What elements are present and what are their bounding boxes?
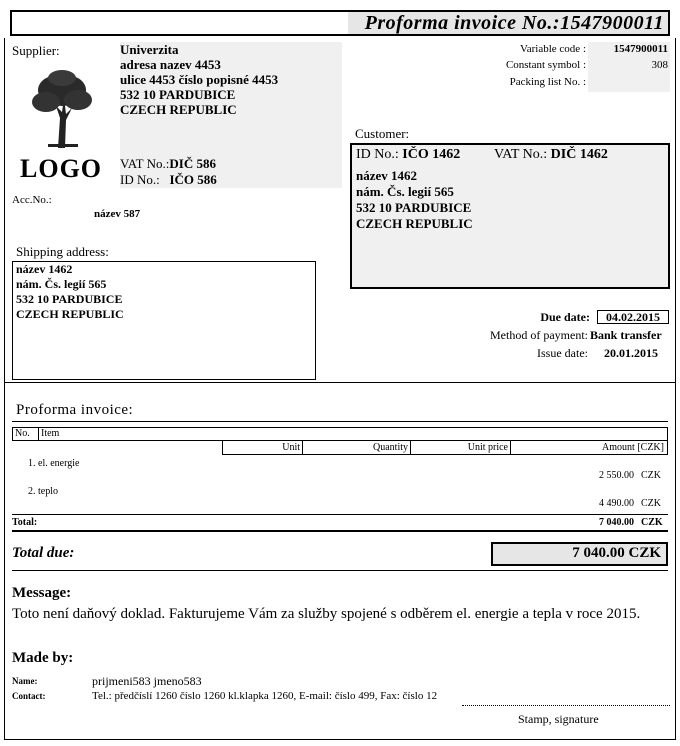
variable-code-label: Variable code :	[520, 43, 586, 55]
acc-label: Acc.No.:	[12, 194, 52, 206]
customer-addr: nám. Čs. legií 565	[356, 184, 454, 199]
payment-method-label: Method of payment:	[490, 328, 588, 342]
col-amount: Amount [CZK]	[602, 442, 664, 453]
total-due-value: 7 040.00 CZK	[572, 545, 661, 561]
customer-vat-value: DIČ 1462	[550, 147, 608, 162]
subheader-div-3	[510, 441, 511, 455]
customer-vat	[494, 147, 608, 163]
shipping-address	[16, 262, 124, 322]
total-value: 7 040.00	[599, 517, 634, 528]
table-header-row	[12, 427, 668, 441]
total-line-bottom	[12, 530, 668, 532]
shipping-label: Shipping address:	[16, 244, 109, 259]
row-1-currency: CZK	[641, 470, 661, 481]
supplier-name: Univerzita	[120, 42, 179, 57]
name-value: prijmeni583 jmeno583	[92, 674, 202, 688]
total-due-label: Total due:	[12, 545, 75, 561]
supplier-id	[120, 172, 217, 188]
supplier-vat-value: DIČ 586	[169, 156, 216, 171]
stamp-label: Stamp, signature	[518, 712, 599, 726]
total-due-underline	[12, 570, 668, 571]
made-by-label: Made by:	[12, 650, 74, 666]
supplier-id-value: IČO 586	[169, 172, 217, 187]
shipping-name: název 1462	[16, 262, 73, 276]
invoice-title: Proforma invoice No.:1547900011	[364, 12, 664, 34]
col-unit: Unit	[282, 442, 300, 453]
shipping-addr: nám. Čs. legií 565	[16, 277, 107, 291]
customer-id-label: ID No.:	[356, 147, 399, 162]
col-item: Item	[41, 428, 60, 439]
signature-line	[462, 705, 670, 706]
payment-method-value: Bank transfer	[590, 328, 662, 342]
col-quantity: Quantity	[373, 442, 408, 453]
total-label: Total:	[12, 517, 38, 528]
table-header-split	[38, 427, 39, 441]
issue-date-value: 20.01.2015	[604, 346, 658, 360]
constant-symbol-value: 308	[651, 59, 668, 71]
customer-id-value: IČO 1462	[402, 147, 461, 162]
variable-code-value: 1547900011	[613, 43, 668, 55]
tree-logo-icon	[26, 68, 96, 153]
subheader-div-2	[410, 441, 411, 455]
col-unit-price: Unit price	[467, 442, 508, 453]
customer-country: CZECH REPUBLIC	[356, 216, 473, 231]
customer-label: Customer:	[355, 126, 410, 141]
subheader-div-1	[302, 441, 303, 455]
row-1-item: 1. el. energie	[28, 458, 80, 469]
constant-symbol-label: Constant symbol :	[505, 59, 586, 71]
issue-date-label: Issue date:	[537, 346, 588, 360]
total-currency: CZK	[641, 517, 663, 528]
total-line-top	[12, 514, 668, 515]
table-top-line	[12, 421, 668, 422]
supplier-country: CZECH REPUBLIC	[120, 102, 237, 117]
supplier-block	[120, 42, 278, 117]
row-2-item: 2. teplo	[28, 486, 58, 497]
message-text: Toto není daňový doklad. Fakturujeme Vám za služby spojené s odběrem el. energie a tepla v roce 2015.	[12, 606, 641, 622]
shipping-city: 532 10 PARDUBICE	[16, 292, 123, 306]
message-label: Message:	[12, 585, 72, 601]
supplier-addr1: adresa nazev 4453	[120, 57, 221, 72]
contact-value: Tel.: předčíslí 1260 číslo 1260 kl.klapka 1260, E-mail: číslo 499, Fax: číslo 12	[92, 690, 438, 702]
supplier-label: Supplier:	[12, 43, 60, 58]
section-divider	[4, 382, 676, 383]
supplier-vat-label: VAT No.:	[120, 156, 170, 171]
supplier-addr2: ulice 4453 číslo popisné 4453	[120, 72, 279, 87]
packing-list-label: Packing list No. :	[509, 76, 586, 88]
shipping-country: CZECH REPUBLIC	[16, 307, 124, 321]
supplier-id-label: ID No.:	[120, 172, 160, 187]
acc-value: název 587	[94, 208, 141, 220]
section-title: Proforma invoice:	[16, 402, 134, 418]
row-2-currency: CZK	[641, 498, 661, 509]
customer-id	[356, 147, 460, 163]
due-date-value: 04.02.2015	[606, 310, 660, 324]
supplier-vat	[120, 156, 216, 172]
contact-label: Contact:	[12, 691, 46, 701]
row-2-amount: 4 490.00	[599, 498, 634, 509]
supplier-addr3: 532 10 PARDUBICE	[120, 87, 236, 102]
customer-vat-label: VAT No.:	[494, 147, 548, 162]
logo-text: LOGO	[20, 154, 103, 183]
customer-address	[356, 168, 473, 232]
name-label: Name:	[12, 676, 38, 686]
col-no: No.	[15, 428, 30, 439]
customer-city: 532 10 PARDUBICE	[356, 200, 472, 215]
row-1-amount: 2 550.00	[599, 470, 634, 481]
due-date-label: Due date:	[540, 310, 590, 324]
customer-name: název 1462	[356, 168, 418, 183]
